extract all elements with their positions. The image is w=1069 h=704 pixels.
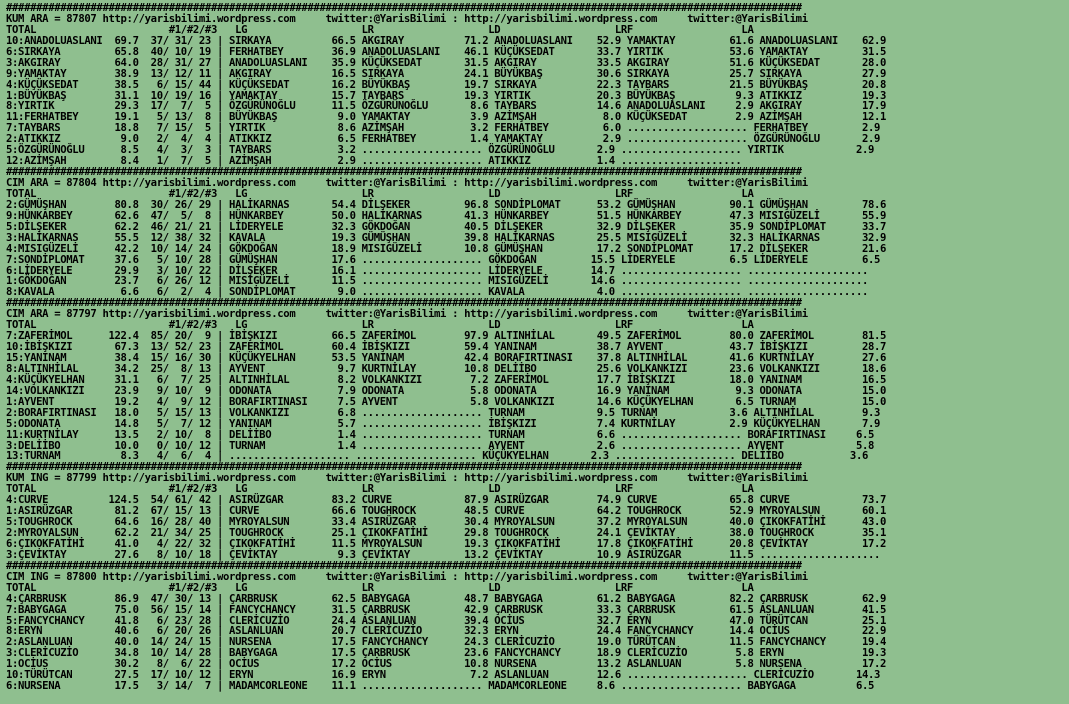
result-row: 5:TOUGHROCK 64.6 16/ 28/ 40 | MYROYALSUN 33.4 ASIRÜZGAR 30.4 MYROYALSUN 37.2 MYROYALSUN 40.0 ÇIKOKFATİHİ 43.0	[6, 516, 887, 529]
result-row: 9:HÜNKARBEY 62.6 47/ 5/ 8 | HÜNKARBEY 50.0 HALİKARNAS 41.3 HÜNKARBEY 51.5 HÜNKARBEY 47.3 MISIGÜZELİ 55.9	[6, 209, 887, 222]
race-header-line: CIM ARA = 87797 http://yarisbilimi.wordpress.com twitter:@YarisBilimi : http://yarisbilimi.wordpress.com twitter:@YarisBilimi	[6, 308, 808, 321]
result-row: 6:SIRKAYA 65.8 40/ 10/ 19 | FERHATBEY 36.9 ANADOLUASLANI 46.1 KÜÇÜKSEDAT 33.7 YIRTIK 53.6 YAMAKTAY 31.5	[6, 45, 887, 58]
separator-line: ####################################################################################################################################	[6, 461, 802, 474]
result-row: 4:KÜÇÜKYELHAN 31.1 6/ 7/ 25 | ALTINHİLAL 8.2 VOLKANKIZI 7.2 ZAFERİMOL 17.7 İBİŞKIZI 18.0 YANINAM 16.5	[6, 373, 887, 386]
result-row: 1:AYVENT 19.2 4/ 9/ 12 | BORAFIRTINASI 7.5 AYVENT 5.8 VOLKANKIZI 14.6 KÜÇÜKYELHAN 6.5 TURNAM 15.0	[6, 395, 887, 408]
column-header-line: TOTAL #1/#2/#3 LG LR LD LRF LA	[6, 187, 754, 200]
column-header-line: TOTAL #1/#2/#3 LG LR LD LRF LA	[6, 483, 754, 496]
result-row: 12:AZİMŞAH 8.4 1/ 7/ 5 | AZİMŞAH 2.9 .................... ATIKKIZ 1.4 ....................	[6, 155, 742, 168]
result-row: 7:ZAFERİMOL 122.4 85/ 20/ 9 | İBİŞKIZI 66.5 ZAFERİMOL 97.9 ALTINHİLAL 49.5 ZAFERİMOL 80.0 ZAFERİMOL 81.5	[6, 330, 887, 343]
race-header-line: CIM ING = 87800 http://yarisbilimi.wordpress.com twitter:@YarisBilimi : http://yarisbilimi.wordpress.com twitter:@YarisBilimi	[6, 570, 808, 583]
result-row: 4:ÇARBRUSK 86.9 47/ 30/ 13 | ÇARBRUSK 62.5 BABYGAGA 48.7 BABYGAGA 61.2 BABYGAGA 82.2 ÇARBRUSK 62.9	[6, 592, 887, 605]
result-row: 2:GÜMÜŞHAN 80.8 30/ 26/ 29 | HALİKARNAS 54.4 DİLŞEKER 96.8 SONDİPLOMAT 53.2 GÜMÜŞHAN 90.1 GÜMÜŞHAN 78.6	[6, 198, 887, 211]
result-row: 8:KAVALA 6.6 6/ 2/ 4 | SONDİPLOMAT 9.0 .................... KAVALA 4.0 .................... ....................	[6, 286, 869, 299]
result-row: 3:ÇEVİKTAY 27.6 8/ 10/ 18 | ÇEVİKTAY 9.3 ÇEVİKTAY 13.2 ÇEVİKTAY 10.9 ASIRÜZGAR 11.5 ....................	[6, 548, 881, 561]
result-row: 11:FERHATBEY 19.1 5/ 13/ 8 | BÜYÜKBAŞ 9.0 YAMAKTAY 3.9 AZİMŞAH 8.0 KÜÇÜKSEDAT 2.9 AZİMŞAH 12.1	[6, 111, 887, 124]
result-row: 14:VOLKANKIZI 23.9 9/ 10/ 9 | ODONATA 7.9 ODONATA 5.8 ODONATA 16.9 YANINAM 9.3 ODONATA 15.0	[6, 384, 887, 397]
result-row: 7:TAYBARS 18.8 7/ 15/ 5 | YIRTIK 8.6 AZİMŞAH 3.2 FERHATBEY 6.0 .................... FERHATBEY 2.9	[6, 122, 881, 135]
result-row: 8:ALTINHİLAL 34.2 25/ 8/ 13 | AYVENT 9.7 KURTNİLAY 10.8 DELİİBO 25.6 VOLKANKIZI 23.6 VOLKANKIZI 18.6	[6, 362, 887, 375]
result-row: 10:ANADOLUASLANI 69.7 37/ 31/ 23 | SIRKAYA 66.5 AKGIRAY 71.2 ANADOLUASLANI 52.9 YAMAKTAY 61.6 ANADOLUASLANI 62.9	[6, 34, 887, 47]
result-row: 4:KÜÇÜKSEDAT 38.5 6/ 15/ 44 | KÜÇÜKSEDAT 16.2 BÜYÜKBAŞ 19.7 SIRKAYA 22.3 TAYBARS 21.5 BÜYÜKBAŞ 20.8	[6, 78, 887, 91]
separator-line: ####################################################################################################################################	[6, 166, 802, 179]
result-row: 4:MISIGÜZELİ 42.2 10/ 14/ 24 | GÖKDOĞAN 18.9 MISIGÜZELİ 10.8 GÜMÜŞHAN 17.2 SONDİPLOMAT 17.2 DİLŞEKER 21.6	[6, 242, 887, 255]
result-row: 1:ASIRÜZGAR 81.2 67/ 15/ 13 | CURVE 66.6 TOUGHROCK 48.5 CURVE 64.2 TOUGHROCK 52.9 MYROYALSUN 60.1	[6, 505, 887, 518]
column-header-line: TOTAL #1/#2/#3 LG LR LD LRF LA	[6, 319, 754, 332]
separator-line: ####################################################################################################################################	[6, 559, 802, 572]
result-row: 6:LİDERYELE 29.9 3/ 10/ 22 | DİLŞEKER 16.1 .................... LİDERYELE 14.7 .................... ....................	[6, 264, 869, 277]
column-header-line: TOTAL #1/#2/#3 LG LR LD LRF LA	[6, 581, 754, 594]
result-row: 10:İBİŞKIZI 67.3 13/ 52/ 23 | ZAFERİMOL 60.4 İBİŞKIZI 59.4 YANINAM 38.7 AYVENT 43.7 İBİŞKIZI 28.7	[6, 341, 887, 354]
result-row: 11:KURTNİLAY 13.5 2/ 10/ 8 | DELİİBO 1.4 .................... TURNAM 6.6 .................... BORAFIRTINASI 6.5	[6, 428, 875, 441]
separator-line: ####################################################################################################################################	[6, 297, 802, 310]
result-row: 8:ERYN 40.6 6/ 20/ 26 | ASLANLUAN 20.7 CLERİCUZİO 32.3 ERYN 24.4 FANCYCHANCY 14.4 OCİUS 22.9	[6, 625, 887, 638]
result-row: 2:ASLANLUAN 40.0 14/ 24/ 15 | NURSENA 17.5 FANCYCHANCY 24.3 CLERİCUZİO 19.0 TÜRÜTCAN 11.5 FANCYCHANCY 19.4	[6, 636, 887, 649]
result-row: 5:FANCYCHANCY 41.8 6/ 23/ 28 | CLERİCUZİO 24.4 ASLANLUAN 39.4 OCİUS 32.7 ERYN 47.0 TÜRÜTCAN 25.1	[6, 614, 887, 627]
result-row: 1:OCİUS 30.2 8/ 6/ 22 | OCİUS 17.2 OCİUS 10.8 NURSENA 13.2 ASLANLUAN 5.8 NURSENA 17.2	[6, 658, 887, 671]
column-header-line: TOTAL #1/#2/#3 LG LR LD LRF LA	[6, 23, 754, 36]
result-row: 1:BÜYÜKBAŞ 31.1 10/ 19/ 16 | YAMAKTAY 15.7 TAYBARS 19.3 YIRTIK 20.3 BÜYÜKBAŞ 9.3 ATIKKIZ 19.3	[6, 89, 887, 102]
result-row: 2:MYROYALSUN 62.2 21/ 34/ 25 | TOUGHROCK 25.1 ÇIKOKFATİHİ 29.8 TOUGHROCK 24.1 ÇEVİKTAY 38.0 TOUGHROCK 35.1	[6, 527, 887, 539]
result-row: 2:BORAFIRTINASI 18.0 5/ 15/ 13 | VOLKANKIZI 6.8 .................... TURNAM 9.5 TURNAM 3.6 ALTINHİLAL 9.3	[6, 406, 881, 419]
result-row: 3:DELİİBO 10.0 0/ 10/ 12 | TURNAM 1.4 .................... AYVENT 2.6 .................... AYVENT 5.8	[6, 439, 875, 452]
result-row: 6:NURSENA 17.5 3/ 14/ 7 | MADAMCORLEONE 11.1 .................... MADAMCORLEONE 8.6 .................... BABYGAGA 6.5	[6, 680, 875, 693]
result-row: 10:TÜRÜTCAN 27.5 17/ 10/ 12 | ERYN 16.9 ERYN 7.2 ASLANLUAN 12.6 .................... CLERİCUZİO 14.3	[6, 669, 881, 682]
race-header-line: KUM ING = 87799 http://yarisbilimi.wordpress.com twitter:@YarisBilimi : http://yarisbilimi.wordpress.com twitter:@YarisBilimi	[6, 472, 808, 485]
result-row: 7:BABYGAGA 75.0 56/ 15/ 14 | FANCYCHANCY 31.5 ÇARBRUSK 42.9 ÇARBRUSK 33.3 ÇARBRUSK 61.5 ASLANLUAN 41.5	[6, 603, 887, 616]
result-row: 1:GÖKDOĞAN 23.7 6/ 26/ 12 | MISIGÜZELİ 11.5 .................... MISIGÜZELİ 14.6 .................... ....................	[6, 275, 869, 288]
result-row: 8:YIRTIK 29.3 17/ 7/ 5 | ÖZGÜRÜNOĞLU 11.5 ÖZGÜRÜNOĞLU 8.6 TAYBARS 14.6 ANADOLUASLANI 2.9 AKGIRAY 17.9	[6, 100, 887, 113]
race-header-line: CIM ARA = 87804 http://yarisbilimi.wordpress.com twitter:@YarisBilimi : http://yarisbilimi.wordpress.com twitter:@YarisBilimi	[6, 177, 808, 189]
result-row: 2:ATIKKIZ 9.0 2/ 4/ 4 | ATIKKIZ 6.5 FERHATBEY 1.4 YAMAKTAY 2.9 .................... ÖZGÜRÜNOĞLU 2.9	[6, 133, 881, 146]
result-row: 3:CLERİCUZİO 34.8 10/ 14/ 28 | BABYGAGA 17.5 ÇARBRUSK 23.6 FANCYCHANCY 18.9 CLERİCUZİO 5.8 ERYN 19.3	[6, 647, 887, 660]
result-row: 5:ODONATA 14.8 5/ 7/ 12 | YANINAM 5.7 .................... İBİŞKIZI 7.4 KURTNİLAY 2.9 KÜÇÜKYELHAN 7.9	[6, 417, 881, 430]
result-row: 13:TURNAM 8.3 4/ 6/ 4 | .................... .................... KÜÇÜKYELHAN 2.3 .................... DELİİBO 3.6	[6, 450, 869, 463]
result-row: 9:YAMAKTAY 38.9 13/ 12/ 11 | AKGIRAY 16.5 SIRKAYA 24.1 BÜYÜKBAŞ 30.6 SIRKAYA 25.7 SIRKAYA 27.9	[6, 67, 887, 80]
result-row: 3:HALİKARNAS 55.5 12/ 38/ 32 | KAVALA 19.3 GÜMÜŞHAN 39.8 HALİKARNAS 25.5 MISIGÜZELİ 32.3 HALİKARNAS 32.9	[6, 231, 887, 244]
result-row: 6:ÇIKOKFATİHİ 41.0 4/ 22/ 32 | ÇIKOKFATİHİ 11.5 MYROYALSUN 19.3 ÇIKOKFATİHİ 17.8 ÇIKOKFATİHİ 20.8 ÇEVİKTAY 17.2	[6, 537, 887, 550]
result-row: 5:ÖZGÜRÜNOĞLU 8.5 4/ 3/ 3 | TAYBARS 3.2 .................... ÖZGÜRÜNOĞLU 2.9 .................... YIRTIK 2.9	[6, 144, 875, 157]
result-row: 3:AKGIRAY 64.0 28/ 31/ 27 | ANADOLUASLANI 35.9 KÜÇÜKSEDAT 31.5 AKGIRAY 33.5 AKGIRAY 51.6 KÜÇÜKSEDAT 28.0	[6, 56, 887, 69]
result-row: 15:YANINAM 38.4 15/ 16/ 30 | KÜÇÜKYELHAN 53.5 YANINAM 42.4 BORAFIRTINASI 37.8 ALTINHİLAL 41.6 KURTNİLAY 27.6	[6, 352, 887, 364]
result-row: 4:CURVE 124.5 54/ 61/ 42 | ASIRÜZGAR 83.2 CURVE 87.9 ASIRÜZGAR 74.9 CURVE 65.8 CURVE 73.7	[6, 494, 887, 507]
separator-line: ####################################################################################################################################	[6, 2, 802, 14]
result-row: 5:DİLŞEKER 62.2 46/ 21/ 21 | LİDERYELE 32.3 GÖKDOĞAN 40.5 DİLŞEKER 32.9 DİLŞEKER 35.9 SONDİPLOMAT 33.7	[6, 220, 887, 233]
race-header-line: KUM ARA = 87807 http://yarisbilimi.wordpress.com twitter:@YarisBilimi : http://yarisbilimi.wordpress.com twitter:@YarisBilimi	[6, 12, 808, 25]
result-row: 7:SONDİPLOMAT 37.6 5/ 10/ 28 | GÜMÜŞHAN 17.6 .................... GÖKDOĞAN 15.5 LİDERYELE 6.5 LİDERYELE 6.5	[6, 253, 881, 266]
